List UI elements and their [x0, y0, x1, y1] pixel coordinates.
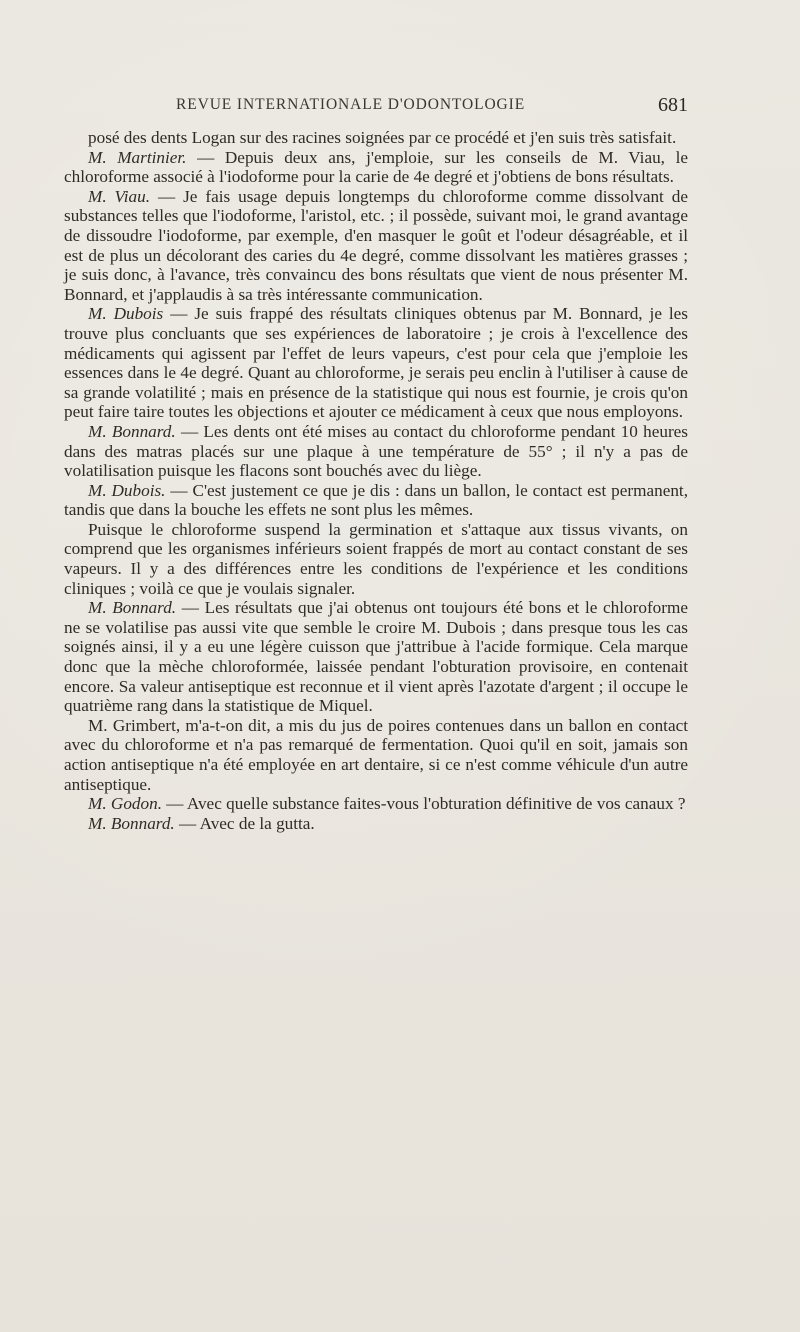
paragraph-chloroforme — [64, 520, 688, 598]
page-number: 681 — [658, 94, 688, 116]
paragraph-bonnard-3 — [64, 814, 688, 834]
paragraph-text: — Je fais usage depuis longtemps du chloroforme comme dissolvant de substances telles que l'iodoforme, l'aristol, etc. ; il possède, suivant moi, le grand avantage de dissoudre l'iodoforme, par exemple, d'en masquer le goût et l'odeur désagréable, et il est de plus un décolorant des caries du 4e degré, comme dissolvant les matières grasses ; je suis donc, à l'avance, très convaincu des bons résultats que vient de nous présenter M. Bonnard, et j'applaudis à sa très intéressante communication. — [64, 186, 688, 304]
paragraph-bonnard-2 — [64, 598, 688, 716]
speaker-name: M. Bonnard. — [88, 421, 176, 441]
running-title: REVUE INTERNATIONALE D'ODONTOLOGIE — [176, 96, 526, 113]
paragraph-martinier — [64, 148, 688, 187]
speaker-name: M. Bonnard. — [88, 813, 175, 833]
paragraph-text: — Avec de la gutta. — [174, 813, 315, 833]
paragraph-text: — C'est justement ce que je dis : dans un ballon, le contact est permanent, tandis que dans la bouche les effets ne sont plus les mêmes. — [64, 480, 688, 520]
speaker-name: M. Bonnard. — [88, 598, 177, 618]
speaker-name: M. Godon. — [88, 794, 162, 814]
paragraph-text: M. Grimbert, m'a-t-on dit, a mis du jus de poires contenues dans un ballon en contact avec du chloroforme et n'a pas remarqué de fermentation. Quoi qu'il en soit, jamais son action antiseptique n'a été employée en art dentaire, si ce n'est comme véhicule d'un autre antiseptique. — [64, 715, 688, 794]
speaker-name: M. Dubois. — [88, 480, 166, 500]
paragraph-text: — Les résultats que j'ai obtenus ont toujours été bons et le chloroforme ne se volatilise pas aussi vite que semble le croire M. Dubois ; dans presque tous les cas soignés ainsi, il y a eu une légère cuisson que j'attribue à l'acide formique. Cela marque donc que la mèche chloroformée, laissée pendant l'obturation provisoire, en contenait encore. Sa valeur antiseptique est reconnue et il vient après l'azotate d'argent ; il occupe le quatrième rang dans la statistique de Miquel. — [64, 598, 688, 716]
paragraph-bonnard-1 — [64, 422, 688, 481]
paragraph-text: — Depuis deux ans, j'emploie, sur les conseils de M. Viau, le chloroforme associé à l'iodoforme pour la carie de 4e degré et j'obtiens de bons résultats. — [64, 147, 688, 187]
speaker-name: M. Viau. — [88, 186, 151, 206]
page-body — [64, 128, 688, 833]
speaker-name: M. Martinier. — [88, 147, 187, 167]
paragraph-dubois-1 — [64, 304, 688, 422]
running-header — [64, 96, 688, 122]
paragraph-godon — [64, 794, 688, 814]
paragraph-dubois-2 — [64, 481, 688, 520]
speaker-name: M. Dubois — [88, 304, 164, 324]
paragraph-grimbert — [64, 716, 688, 794]
paragraph-continuation — [64, 128, 688, 148]
paragraph-text: — Avec quelle substance faites-vous l'obturation définitive de vos canaux ? — [162, 794, 686, 814]
paragraph-text: posé des dents Logan sur des racines soignées par ce procédé et j'en suis très satisfait. — [88, 128, 677, 147]
paragraph-text: — Les dents ont été mises au contact du chloroforme pendant 10 heures dans des matras placés sur une plaque à une température de 55° ; il n'y a pas de volatilisation puisque les flacons sont bouchés avec du liège. — [64, 421, 688, 481]
paragraph-text: Puisque le chloroforme suspend la germination et s'attaque aux tissus vivants, on comprend que les organismes inférieurs soient frappés de mort au contact constant de ses vapeurs. Il y a des différences entre les conditions de l'expérience et les conditions cliniques ; voilà ce que je voulais signaler. — [64, 519, 688, 598]
paragraph-text: — Je suis frappé des résultats cliniques obtenus par M. Bonnard, je les trouve plus concluants que ses expériences de laboratoire ; je crois à l'excellence des médicaments qui agissent par l'effet de leurs vapeurs, c'est pour cela que j'emploie les essences dans le 4e degré. Quant au chloroforme, je serais peu enclin à l'utiliser à cause de sa grande volatilité ; mais en présence de la statistique qui nous est fournie, je crois qu'on peut faire taire toutes les objections et ajouter ce médicament à ceux que nous employons. — [64, 304, 688, 422]
paragraph-viau — [64, 187, 688, 305]
